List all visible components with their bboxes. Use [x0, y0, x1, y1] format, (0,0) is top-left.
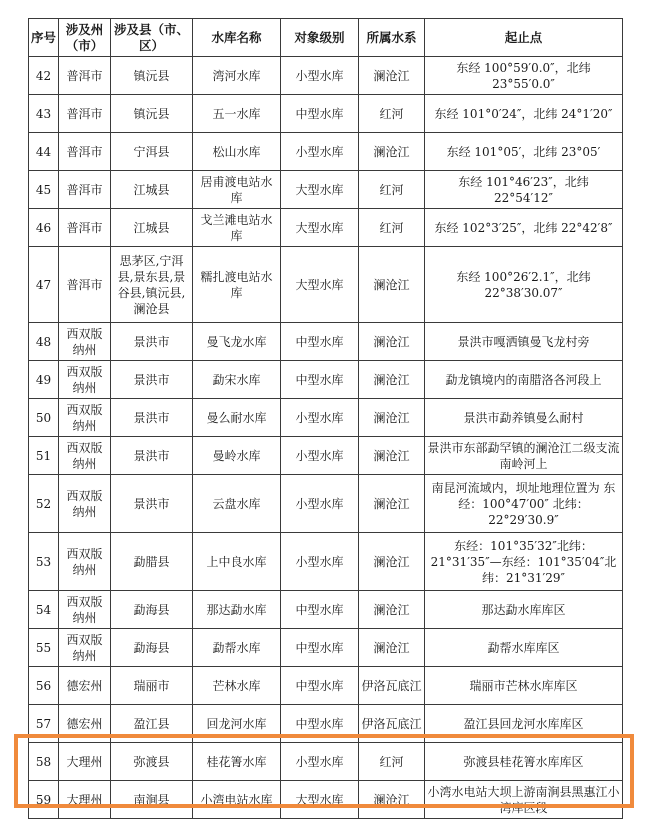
row-location: 景洪市嘎洒镇曼飞龙村旁	[425, 323, 623, 361]
row-index: 48	[29, 323, 59, 361]
row-reservoir-name: 云盘水库	[193, 475, 281, 533]
row-prefecture: 大理州	[59, 781, 111, 819]
row-reservoir-name: 糯扎渡电站水库	[193, 247, 281, 323]
row-index: 47	[29, 247, 59, 323]
row-prefecture: 西双版纳州	[59, 591, 111, 629]
row-level: 中型水库	[281, 95, 359, 133]
row-index: 54	[29, 591, 59, 629]
row-county: 南涧县	[111, 781, 193, 819]
row-reservoir-name: 居甫渡电站水库	[193, 171, 281, 209]
row-water-system: 澜沧江	[359, 323, 425, 361]
table-row	[29, 95, 623, 133]
header-prefecture: 涉及州（市）	[59, 19, 111, 57]
row-location: 东经 100°26′2.1″，北纬 22°38′30.07″	[425, 247, 623, 323]
row-water-system: 红河	[359, 209, 425, 247]
row-water-system: 澜沧江	[359, 133, 425, 171]
row-index: 46	[29, 209, 59, 247]
row-water-system: 红河	[359, 743, 425, 781]
table-row	[29, 743, 623, 781]
row-location: 东经 102°3′25″，北纬 22°42′8″	[425, 209, 623, 247]
row-reservoir-name: 五一水库	[193, 95, 281, 133]
row-level: 中型水库	[281, 361, 359, 399]
row-county: 景洪市	[111, 323, 193, 361]
table-row	[29, 667, 623, 705]
table-row	[29, 247, 623, 323]
header-level: 对象级别	[281, 19, 359, 57]
row-prefecture: 普洱市	[59, 247, 111, 323]
row-reservoir-name: 桂花箐水库	[193, 743, 281, 781]
row-level: 中型水库	[281, 629, 359, 667]
row-county: 景洪市	[111, 437, 193, 475]
row-location: 东经 100°59′0.0″，北纬 23°55′0.0″	[425, 57, 623, 95]
row-county: 镇沅县	[111, 95, 193, 133]
table-row	[29, 629, 623, 667]
row-location: 那达勐水库库区	[425, 591, 623, 629]
row-location: 弥渡县桂花箐水库库区	[425, 743, 623, 781]
table-row	[29, 781, 623, 819]
header-county: 涉及县（市、区）	[111, 19, 193, 57]
row-prefecture: 普洱市	[59, 95, 111, 133]
row-water-system: 伊洛瓦底江	[359, 667, 425, 705]
row-location: 瑞丽市芒林水库库区	[425, 667, 623, 705]
row-location: 勐龙镇境内的南腊洛各河段上	[425, 361, 623, 399]
row-reservoir-name: 戈兰滩电站水库	[193, 209, 281, 247]
row-prefecture: 西双版纳州	[59, 437, 111, 475]
row-index: 58	[29, 743, 59, 781]
row-reservoir-name: 上中良水库	[193, 533, 281, 591]
row-water-system: 澜沧江	[359, 399, 425, 437]
row-reservoir-name: 小湾电站水库	[193, 781, 281, 819]
table-row	[29, 133, 623, 171]
reservoir-table	[28, 18, 623, 819]
row-water-system: 红河	[359, 95, 425, 133]
row-water-system: 澜沧江	[359, 475, 425, 533]
row-prefecture: 德宏州	[59, 667, 111, 705]
row-level: 小型水库	[281, 133, 359, 171]
row-location: 东经 101°46′23″，北纬 22°54′12″	[425, 171, 623, 209]
row-water-system: 澜沧江	[359, 781, 425, 819]
table-header-row	[29, 19, 623, 57]
row-location: 勐帮水库库区	[425, 629, 623, 667]
row-prefecture: 普洱市	[59, 171, 111, 209]
row-index: 56	[29, 667, 59, 705]
row-prefecture: 大理州	[59, 743, 111, 781]
row-water-system: 澜沧江	[359, 57, 425, 95]
row-reservoir-name: 曼飞龙水库	[193, 323, 281, 361]
row-county: 盈江县	[111, 705, 193, 743]
row-water-system: 澜沧江	[359, 629, 425, 667]
row-water-system: 澜沧江	[359, 437, 425, 475]
row-location: 东经：101°35′32″北纬：21°31′35″—东经：101°35′04″北纬：21°31′29″	[425, 533, 623, 591]
row-index: 55	[29, 629, 59, 667]
row-water-system: 澜沧江	[359, 533, 425, 591]
row-county: 景洪市	[111, 399, 193, 437]
row-prefecture: 西双版纳州	[59, 629, 111, 667]
header-location: 起止点	[425, 19, 623, 57]
row-reservoir-name: 回龙河水库	[193, 705, 281, 743]
row-level: 小型水库	[281, 57, 359, 95]
row-index: 53	[29, 533, 59, 591]
row-water-system: 伊洛瓦底江	[359, 705, 425, 743]
row-reservoir-name: 勐帮水库	[193, 629, 281, 667]
row-level: 大型水库	[281, 247, 359, 323]
row-level: 小型水库	[281, 475, 359, 533]
row-prefecture: 西双版纳州	[59, 361, 111, 399]
row-reservoir-name: 松山水库	[193, 133, 281, 171]
row-level: 中型水库	[281, 667, 359, 705]
row-level: 小型水库	[281, 399, 359, 437]
row-index: 52	[29, 475, 59, 533]
row-level: 中型水库	[281, 591, 359, 629]
row-county: 镇沅县	[111, 57, 193, 95]
row-water-system: 澜沧江	[359, 591, 425, 629]
row-level: 小型水库	[281, 743, 359, 781]
table-row	[29, 475, 623, 533]
table-row	[29, 57, 623, 95]
row-reservoir-name: 湾河水库	[193, 57, 281, 95]
row-prefecture: 普洱市	[59, 133, 111, 171]
row-location: 景洪市勐养镇曼么耐村	[425, 399, 623, 437]
row-index: 49	[29, 361, 59, 399]
row-prefecture: 德宏州	[59, 705, 111, 743]
row-water-system: 澜沧江	[359, 247, 425, 323]
row-reservoir-name: 曼么耐水库	[193, 399, 281, 437]
row-index: 59	[29, 781, 59, 819]
row-reservoir-name: 勐宋水库	[193, 361, 281, 399]
row-index: 45	[29, 171, 59, 209]
header-water-system: 所属水系	[359, 19, 425, 57]
row-index: 57	[29, 705, 59, 743]
table-row	[29, 437, 623, 475]
row-index: 42	[29, 57, 59, 95]
header-reservoir-name: 水库名称	[193, 19, 281, 57]
row-county: 勐海县	[111, 629, 193, 667]
row-reservoir-name: 曼岭水库	[193, 437, 281, 475]
row-county: 瑞丽市	[111, 667, 193, 705]
row-county: 弥渡县	[111, 743, 193, 781]
row-water-system: 红河	[359, 171, 425, 209]
table-row	[29, 209, 623, 247]
row-index: 51	[29, 437, 59, 475]
row-level: 大型水库	[281, 171, 359, 209]
row-location: 南昆河流域内，坝址地理位置为 东经：100°47′00″ 北纬：22°29′30.9″	[425, 475, 623, 533]
header-index: 序号	[29, 19, 59, 57]
row-county: 景洪市	[111, 475, 193, 533]
row-county: 江城县	[111, 171, 193, 209]
row-county: 勐海县	[111, 591, 193, 629]
table-row	[29, 591, 623, 629]
row-location: 东经 101°0′24″，北纬 24°1′20″	[425, 95, 623, 133]
row-index: 50	[29, 399, 59, 437]
row-level: 大型水库	[281, 209, 359, 247]
table-row	[29, 361, 623, 399]
row-location: 盈江县回龙河水库库区	[425, 705, 623, 743]
row-prefecture: 西双版纳州	[59, 399, 111, 437]
row-index: 44	[29, 133, 59, 171]
table-row	[29, 705, 623, 743]
row-prefecture: 普洱市	[59, 209, 111, 247]
row-county: 景洪市	[111, 361, 193, 399]
table-row	[29, 399, 623, 437]
row-prefecture: 西双版纳州	[59, 323, 111, 361]
row-reservoir-name: 芒林水库	[193, 667, 281, 705]
row-prefecture: 西双版纳州	[59, 533, 111, 591]
table-row	[29, 323, 623, 361]
row-prefecture: 普洱市	[59, 57, 111, 95]
row-location: 东经 101°05′，北纬 23°05′	[425, 133, 623, 171]
row-location: 景洪市东部勐罕镇的澜沧江二级支流南岭河上	[425, 437, 623, 475]
row-county: 江城县	[111, 209, 193, 247]
table-row	[29, 171, 623, 209]
row-level: 中型水库	[281, 705, 359, 743]
row-level: 小型水库	[281, 437, 359, 475]
row-level: 大型水库	[281, 781, 359, 819]
table-row	[29, 533, 623, 591]
row-level: 小型水库	[281, 533, 359, 591]
row-prefecture: 西双版纳州	[59, 475, 111, 533]
row-location: 小湾水电站大坝上游南涧县黑惠江小湾库区段	[425, 781, 623, 819]
row-county: 勐腊县	[111, 533, 193, 591]
row-county: 宁洱县	[111, 133, 193, 171]
row-index: 43	[29, 95, 59, 133]
row-reservoir-name: 那达勐水库	[193, 591, 281, 629]
row-county: 思茅区,宁洱县,景东县,景谷县,镇沅县,澜沧县	[111, 247, 193, 323]
row-level: 中型水库	[281, 323, 359, 361]
row-water-system: 澜沧江	[359, 361, 425, 399]
